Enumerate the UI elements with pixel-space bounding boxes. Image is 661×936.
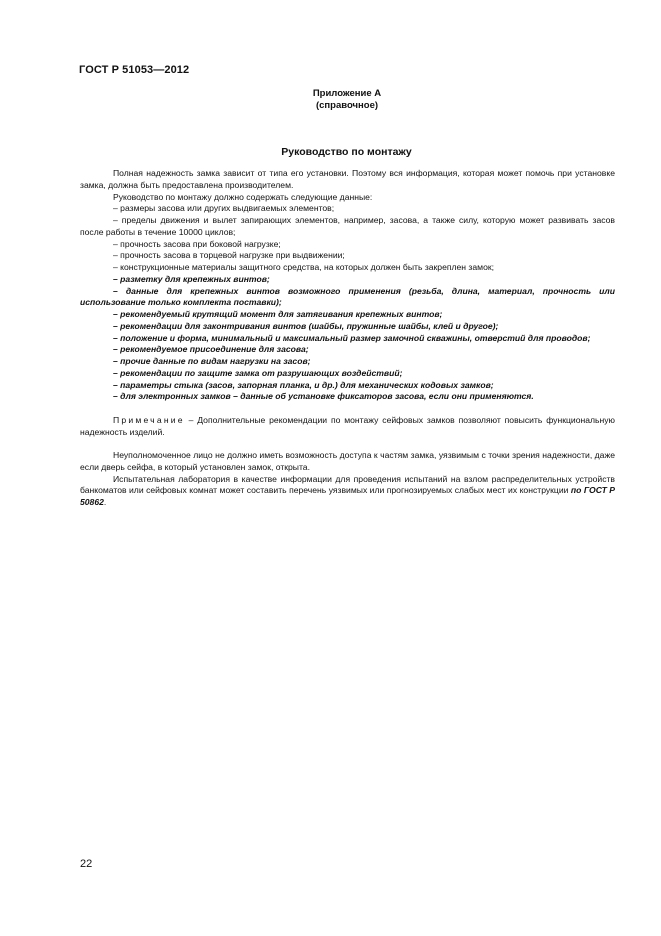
list-item: – положение и форма, минимальный и максимальный размер замочной скважины, отверстий для проводов; <box>113 332 591 343</box>
document-body <box>80 168 615 509</box>
list-item: – данные для крепежных винтов возможного применения (резьба, длина, материал, прочность или использование только комплекта поставки); <box>80 285 615 308</box>
list-item: – прочие данные по видам нагрузки на засов; <box>113 356 311 366</box>
standard-reference: по ГОСТ Р 50862 <box>80 485 615 507</box>
list-item: – рекомендации по защите замка от разрушающих воздействий; <box>113 367 403 378</box>
paragraph-end: . <box>103 497 107 507</box>
laboratory-text: Испытательная лаборатория в качестве информации для проведения испытаний на взлом распределительных устройств банкоматов или сейфовых комнат может составить перечень уязвимых или прогнозируемых слабых мест их конструкции <box>80 473 615 496</box>
list-item: – рекомендуемый крутящий момент для затягивания крепежных винтов; <box>113 309 443 319</box>
list-item: – пределы движения и вылет запирающих элементов, например, засова, а также силу, которую может развивать засов после работы в течение 10000 циклов; <box>80 215 615 237</box>
list-item: – конструкционные материалы защитного средства, на которых должен быть закреплен замок; <box>113 262 494 272</box>
spacer <box>80 403 615 415</box>
list-item: – для электронных замков – данные об установке фиксаторов засова, если они применяются. <box>113 391 534 402</box>
paragraph-intro: Полная надежность замка зависит от типа его установки. Поэтому вся информация, которая может помочь при установке замка, должна быть предоставлена производителем. <box>80 168 615 190</box>
appendix-heading <box>300 88 394 112</box>
paragraph-access: Неуполномоченное лицо не должно иметь возможность доступа к частям замка, уязвимым с точки зрения надежности, даже если дверь сейфа, в который установлен замок, открыта. <box>80 450 615 472</box>
note-label: Примечание <box>113 414 185 425</box>
appendix-title: Приложение А <box>312 88 382 99</box>
note <box>80 415 615 439</box>
list-item: – размеры засова или других выдвигаемых элементов; <box>113 203 335 214</box>
list-item: – рекомендации для законтривания винтов (шайбы, пружинные шайбы, клей и другое); <box>113 320 499 331</box>
list-item: – рекомендуемое присоединение для засова; <box>113 344 309 355</box>
list-item: – разметку для крепежных винтов; <box>113 273 270 284</box>
section-title: Руководство по монтажу <box>281 146 412 158</box>
list-item: – параметры стыка (засов, запорная планка, и др.) для механических кодовых замков; <box>113 379 494 390</box>
paragraph-laboratory <box>80 474 615 509</box>
appendix-subtitle: (справочное) <box>315 100 379 111</box>
note-text: – Дополнительные рекомендации по монтажу сейфовых замков позволяют повысить функциональную надежность изделий. <box>80 414 615 437</box>
list-item: – прочность засова в торцевой нагрузке при выдвижении; <box>113 250 345 261</box>
page-number: 22 <box>80 858 93 870</box>
list-item: – прочность засова при боковой нагрузке; <box>113 238 281 249</box>
spacer <box>80 438 615 450</box>
document-code: ГОСТ Р 51053—2012 <box>79 64 190 76</box>
paragraph-contents: Руководство по монтажу должно содержать следующие данные: <box>113 191 373 202</box>
